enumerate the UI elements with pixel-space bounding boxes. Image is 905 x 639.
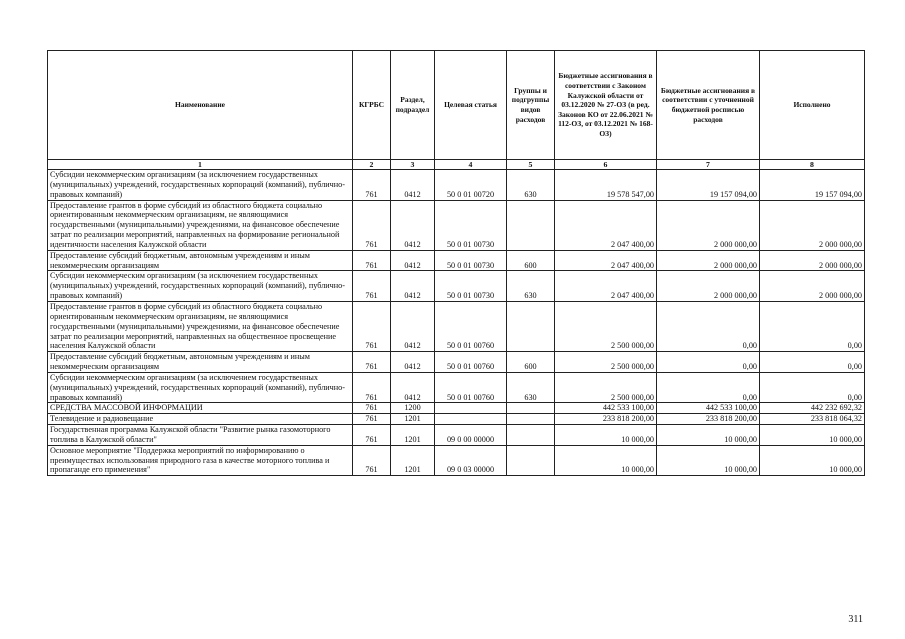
table-row [48,352,865,373]
cell-refined-amount: 442 533 100,00 [657,403,760,414]
table-row [48,414,865,425]
header-refined-allocations: Бюджетные ассигнования в соответствии с уточненной бюджетной росписью расходов [657,51,760,160]
cell-refined-amount: 19 157 094,00 [657,170,760,201]
table-row [48,403,865,414]
table-row [48,445,865,476]
cell-refined-amount: 10 000,00 [657,425,760,446]
header-name: Наименование [48,51,353,160]
cell-section: 1201 [391,445,435,476]
cell-law-amount: 2 500 000,00 [555,372,657,403]
cell-name: Субсидии некоммерческим организациям (за исключением государственных (муниципальных) учреждений, государственных корпораций (компаний), публично-правовых компаний) [48,372,353,403]
cell-name: СРЕДСТВА МАССОВОЙ ИНФОРМАЦИИ [48,403,353,414]
cell-refined-amount: 2 000 000,00 [657,271,760,302]
cell-expense-group [507,200,555,250]
header-executed: Исполнено [760,51,865,160]
cell-kgrbs: 761 [353,200,391,250]
cell-executed-amount: 19 157 094,00 [760,170,865,201]
cell-kgrbs: 761 [353,250,391,271]
cell-executed-amount: 2 000 000,00 [760,271,865,302]
cell-target-article: 50 0 01 00760 [435,372,507,403]
cell-refined-amount: 2 000 000,00 [657,200,760,250]
cell-kgrbs: 761 [353,403,391,414]
cell-law-amount: 442 533 100,00 [555,403,657,414]
cell-law-amount: 2 500 000,00 [555,301,657,351]
cell-section: 1201 [391,414,435,425]
cell-law-amount: 2 047 400,00 [555,271,657,302]
cell-section: 0412 [391,372,435,403]
column-number: 1 [48,160,353,170]
cell-target-article [435,403,507,414]
cell-expense-group: 630 [507,170,555,201]
column-number-row [48,160,865,170]
cell-expense-group [507,445,555,476]
cell-name: Государственная программа Калужской области "Развитие рынка газомоторного топлива в Калужской области" [48,425,353,446]
column-number: 2 [353,160,391,170]
cell-section: 0412 [391,250,435,271]
cell-kgrbs: 761 [353,414,391,425]
cell-name: Основное мероприятие "Поддержка мероприятий по информированию о преимуществах использования природного газа в качестве моторного топлива и пропаганде его применения" [48,445,353,476]
table-row [48,372,865,403]
cell-target-article: 50 0 01 00730 [435,200,507,250]
cell-name: Субсидии некоммерческим организациям (за исключением государственных (муниципальных) учреждений, государственных корпораций (компаний), публично-правовых компаний) [48,170,353,201]
cell-expense-group: 600 [507,352,555,373]
budget-table [47,50,865,476]
cell-expense-group [507,425,555,446]
cell-refined-amount: 0,00 [657,352,760,373]
cell-name: Предоставление субсидий бюджетным, автономным учреждениям и иным некоммерческим организациям [48,250,353,271]
cell-executed-amount: 2 000 000,00 [760,200,865,250]
header-row [48,51,865,160]
cell-kgrbs: 761 [353,352,391,373]
cell-refined-amount: 2 000 000,00 [657,250,760,271]
cell-law-amount: 2 047 400,00 [555,250,657,271]
cell-expense-group [507,301,555,351]
cell-section: 1200 [391,403,435,414]
cell-name: Предоставление грантов в форме субсидий из областного бюджета социально ориентированным некоммерческим организациям, не являющимися государственными (муниципальными) учреждениями, на финансовое обеспечение затрат по реализации мероприятий, направленных на формирование региональной идентичности населения Калужской области [48,200,353,250]
cell-name: Телевидение и радиовещание [48,414,353,425]
cell-law-amount: 10 000,00 [555,445,657,476]
cell-executed-amount: 10 000,00 [760,425,865,446]
cell-kgrbs: 761 [353,372,391,403]
cell-target-article: 09 0 00 00000 [435,425,507,446]
table-row [48,271,865,302]
cell-kgrbs: 761 [353,271,391,302]
cell-section: 0412 [391,301,435,351]
cell-section: 0412 [391,200,435,250]
cell-refined-amount: 0,00 [657,301,760,351]
cell-section: 0412 [391,352,435,373]
cell-law-amount: 10 000,00 [555,425,657,446]
cell-target-article [435,414,507,425]
cell-executed-amount: 442 232 692,32 [760,403,865,414]
cell-name: Предоставление грантов в форме субсидий из областного бюджета социально ориентированным некоммерческим организациям, не являющимися государственными (муниципальными) учреждениями, на финансовое обеспечение затрат по реализации мероприятий, направленных на общественное просвещение населения Калужской области [48,301,353,351]
cell-name: Субсидии некоммерческим организациям (за исключением государственных (муниципальных) учреждений, государственных корпораций (компаний), публично-правовых компаний) [48,271,353,302]
column-number: 3 [391,160,435,170]
header-target-article: Целевая статья [435,51,507,160]
cell-kgrbs: 761 [353,170,391,201]
column-number: 6 [555,160,657,170]
cell-law-amount: 2 047 400,00 [555,200,657,250]
cell-executed-amount: 233 818 064,32 [760,414,865,425]
table-row [48,170,865,201]
table-row [48,301,865,351]
column-number: 5 [507,160,555,170]
cell-executed-amount: 2 000 000,00 [760,250,865,271]
header-kgrbs: КГРБС [353,51,391,160]
cell-name: Предоставление субсидий бюджетным, автономным учреждениям и иным некоммерческим организациям [48,352,353,373]
cell-section: 1201 [391,425,435,446]
column-number: 7 [657,160,760,170]
cell-expense-group: 630 [507,372,555,403]
cell-executed-amount: 0,00 [760,352,865,373]
column-number: 4 [435,160,507,170]
cell-expense-group [507,414,555,425]
cell-section: 0412 [391,271,435,302]
table-row [48,250,865,271]
cell-target-article: 50 0 01 00760 [435,352,507,373]
cell-expense-group: 630 [507,271,555,302]
cell-law-amount: 19 578 547,00 [555,170,657,201]
cell-refined-amount: 10 000,00 [657,445,760,476]
cell-executed-amount: 0,00 [760,372,865,403]
cell-target-article: 50 0 01 00730 [435,250,507,271]
header-section: Раздел, подраздел [391,51,435,160]
cell-kgrbs: 761 [353,425,391,446]
cell-executed-amount: 10 000,00 [760,445,865,476]
table-row [48,425,865,446]
column-number: 8 [760,160,865,170]
cell-target-article: 50 0 01 00760 [435,301,507,351]
cell-kgrbs: 761 [353,445,391,476]
header-law-allocations: Бюджетные ассигнования в соответствии с Законом Калужской области от 03.12.2020 № 27-ОЗ (в ред. Законов КО от 22.06.2021 № 112-ОЗ, от 03.12.2021 № 168-ОЗ) [555,51,657,160]
cell-expense-group [507,403,555,414]
cell-law-amount: 2 500 000,00 [555,352,657,373]
cell-target-article: 50 0 01 00730 [435,271,507,302]
header-expense-groups: Группы и подгруппы видов расходов [507,51,555,160]
cell-target-article: 50 0 01 00720 [435,170,507,201]
cell-refined-amount: 233 818 200,00 [657,414,760,425]
page-number: 311 [848,614,863,625]
cell-refined-amount: 0,00 [657,372,760,403]
table-row [48,200,865,250]
cell-section: 0412 [391,170,435,201]
cell-executed-amount: 0,00 [760,301,865,351]
cell-law-amount: 233 818 200,00 [555,414,657,425]
cell-target-article: 09 0 03 00000 [435,445,507,476]
cell-kgrbs: 761 [353,301,391,351]
cell-expense-group: 600 [507,250,555,271]
